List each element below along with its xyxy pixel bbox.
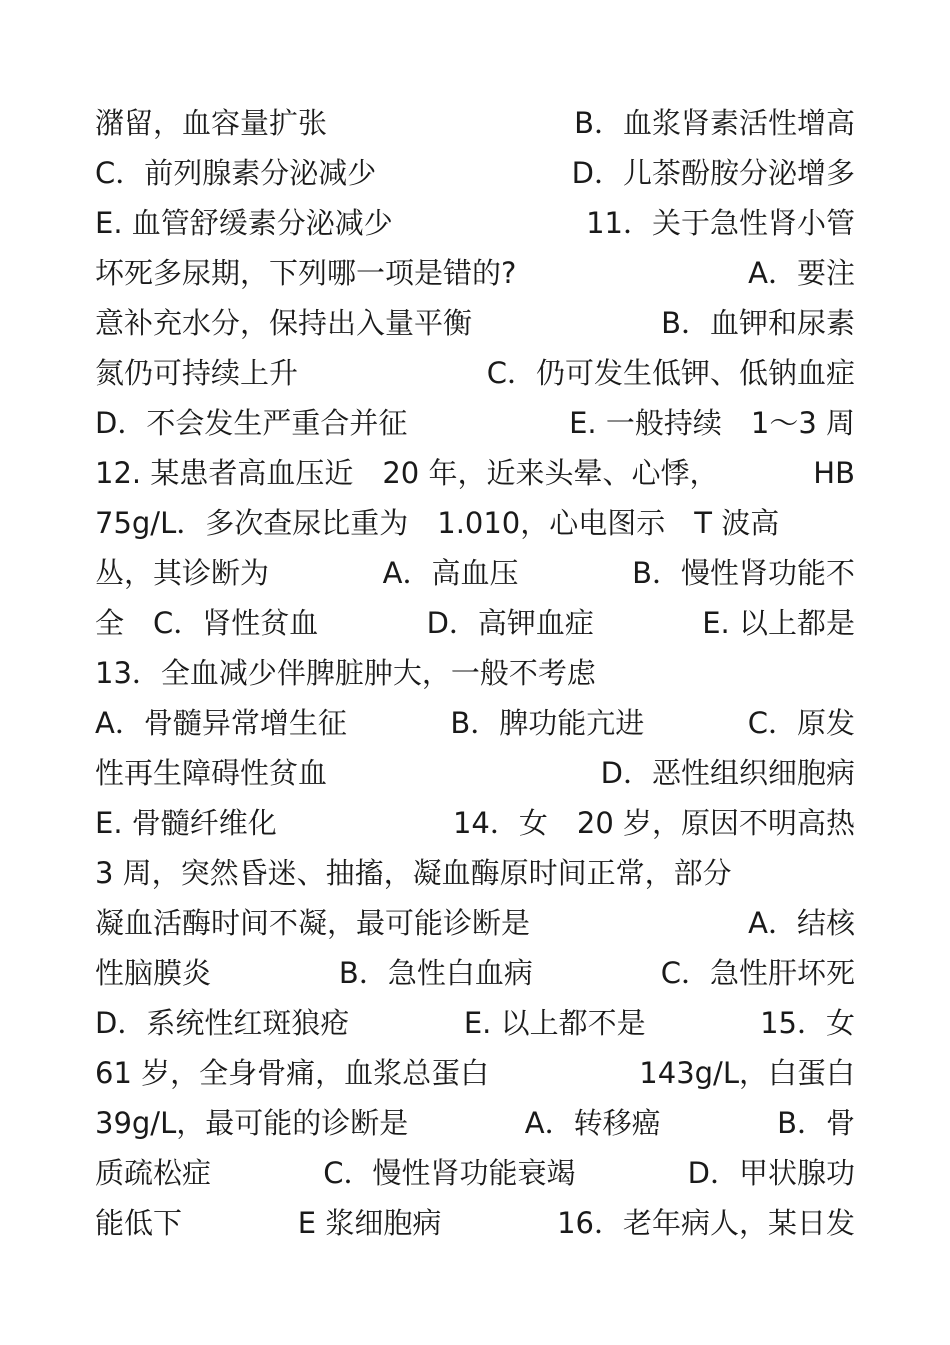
text-line [95,148,855,198]
text-segment: E. 以上都不是 [463,1006,646,1040]
text-line [95,1048,855,1098]
text-segment: 15．女 [760,1006,855,1040]
text-segment: E. 一般持续 1～3 周 [569,406,855,440]
text-segment: C．仍可发生低钾、低钠血症 [486,356,855,390]
text-segment: 凝血活酶时间不凝，最可能诊断是 [95,906,531,940]
text-segment: A．转移癌 [524,1106,661,1140]
text-line [95,1098,855,1148]
text-segment: D．系统性红斑狼疮 [95,1006,350,1040]
text-segment: E. 以上都是 [702,606,855,640]
text-segment: HB [813,456,855,490]
text-line [95,248,855,298]
text-line [95,548,855,598]
text-segment: D．高钾血症 [426,606,594,640]
text-segment: C．原发 [747,706,855,740]
text-line [95,898,855,948]
text-line [95,948,855,998]
text-segment: A．结核 [748,906,855,940]
text-segment: 意补充水分，保持出入量平衡 [95,306,473,340]
text-segment: 61 岁，全身骨痛，血浆总蛋白 [95,1056,490,1090]
text-segment: B．脾功能亢进 [450,706,645,740]
text-line [95,848,855,898]
text-line [95,798,855,848]
text-line [95,98,855,148]
text-segment: A．高血压 [382,556,519,590]
question-text-block [95,98,855,1248]
text-line [95,998,855,1048]
text-segment: D．甲状腺功 [687,1156,855,1190]
text-segment: 性脑膜炎 [95,956,212,990]
text-segment: 能低下 [95,1206,183,1240]
text-segment: C．慢性肾功能衰竭 [323,1156,576,1190]
text-line [95,648,855,698]
text-segment: 143g/L，白蛋白 [639,1056,855,1090]
text-segment: 性再生障碍性贫血 [95,756,328,790]
text-segment: 75g/L．多次查尿比重为 1.010，心电图示 T 波高 [95,506,780,540]
text-line [95,598,855,648]
text-segment: 全 C．肾性贫血 [95,606,319,640]
text-segment: A．要注 [748,256,855,290]
text-segment: D．恶性组织细胞病 [600,756,855,790]
text-segment: C．前列腺素分泌减少 [95,156,377,190]
text-segment: B．血浆肾素活性增高 [574,106,855,140]
text-segment: E 浆细胞病 [297,1206,442,1240]
text-segment: E. 骨髓纤维化 [95,806,277,840]
text-segment: 氮仍可持续上升 [95,356,299,390]
text-segment: B．血钾和尿素 [661,306,855,340]
text-segment: A．骨髓异常增生征 [95,706,347,740]
text-line [95,1198,855,1248]
text-line [95,348,855,398]
text-segment: 39g/L，最可能的诊断是 [95,1106,409,1140]
text-segment: D．不会发生严重合并征 [95,406,408,440]
text-line [95,748,855,798]
text-segment: 潴留，血容量扩张 [95,106,328,140]
text-segment: 质疏松症 [95,1156,212,1190]
text-segment: 3 周，突然昏迷、抽搐，凝血酶原时间正常，部分 [95,856,732,890]
text-line [95,698,855,748]
text-line [95,198,855,248]
text-line [95,298,855,348]
text-line [95,448,855,498]
text-segment: 16．老年病人，某日发 [557,1206,855,1240]
text-segment: 坏死多尿期，下列哪一项是错的? [95,256,517,290]
text-segment: 12. 某患者高血压近 20 年，近来头晕、心悸， [95,456,719,490]
text-segment: D．儿茶酚胺分泌增多 [571,156,855,190]
text-segment: 14．女 20 岁，原因不明高热 [452,806,855,840]
text-segment: E. 血管舒缓素分泌减少 [95,206,393,240]
text-segment: B．骨 [777,1106,855,1140]
text-segment: 13．全血减少伴脾脏肿大，一般不考虑 [95,656,596,690]
text-segment: 丛，其诊断为 [95,556,270,590]
text-segment: B．急性白血病 [338,956,533,990]
text-line [95,398,855,448]
text-line [95,498,855,548]
text-segment: 11．关于急性肾小管 [586,206,855,240]
text-segment: C．急性肝坏死 [660,956,855,990]
text-line [95,1148,855,1198]
text-segment: B．慢性肾功能不 [632,556,855,590]
